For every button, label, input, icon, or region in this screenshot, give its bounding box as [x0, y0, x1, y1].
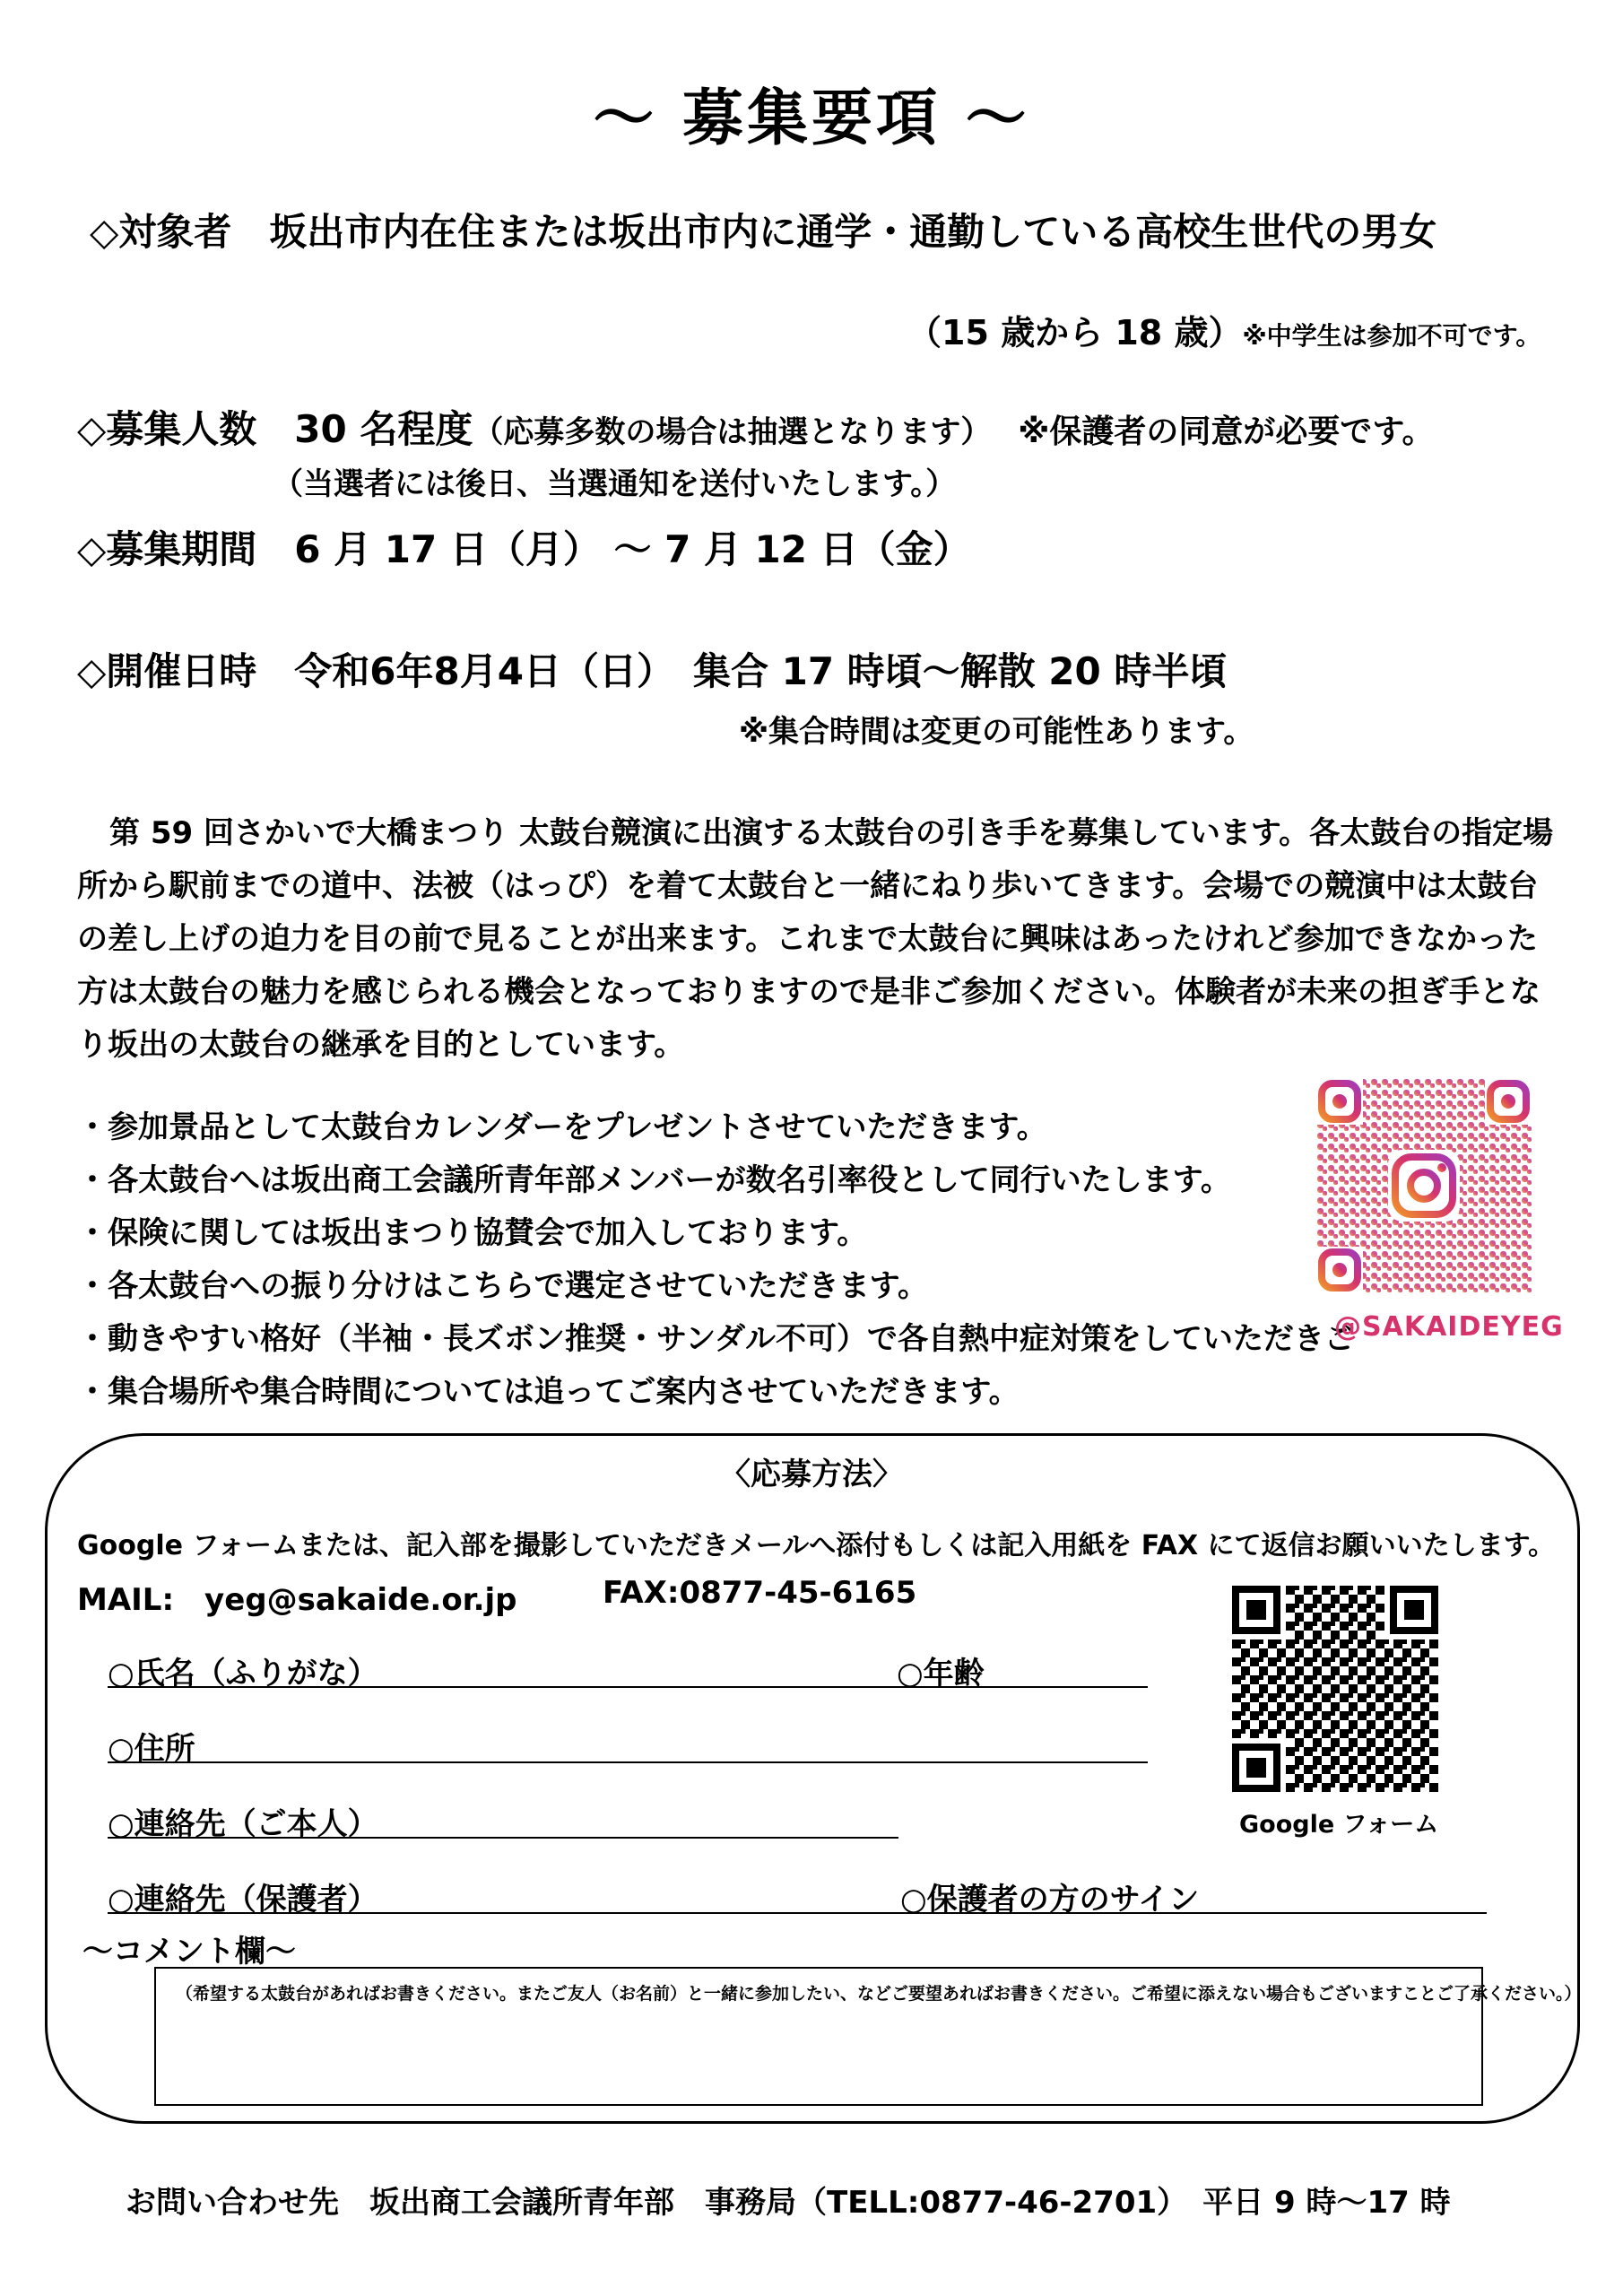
- winner-notice: （当選者には後日、当選通知を送付いたします。）: [273, 466, 957, 502]
- guardian-line[interactable]: [108, 1912, 1487, 1914]
- comment-hint: （希望する太鼓台があればお書きください。またご友人（お名前）と一緒に参加したい、などご要望あればお書きください。ご希望に添えない場合もございますことご了承ください。）: [176, 1984, 1582, 2004]
- instagram-handle[interactable]: @SAKAIDEYEG: [1334, 1311, 1564, 1343]
- field-contact-self-label: ○連絡先（ご本人）: [108, 1806, 378, 1842]
- instagram-qr-pattern: [1316, 1078, 1532, 1293]
- contact-footer: お問い合わせ先 坂出商工会議所青年部 事務局（TELL:0877-46-2701） 平日 9 時〜17 時: [126, 2185, 1451, 2221]
- form-instructions: Google フォームまたは、記入部を撮影していただきメールへ添付もしくは記入用紙を FAX にて返信お願いいたします。: [77, 1530, 1556, 1561]
- period-line: ◇募集期間 6 月 17 日（月） 〜 7 月 12 日（金）: [77, 527, 971, 571]
- contact-self-line[interactable]: [108, 1837, 898, 1839]
- google-form-qr-code[interactable]: [1232, 1586, 1438, 1792]
- field-contact-guardian-label: ○連絡先（保護者）: [108, 1882, 378, 1918]
- bullet-item: ・保険に関しては坂出まつり協賛会で加入しております。: [77, 1215, 868, 1251]
- google-form-caption: Google フォーム: [1239, 1811, 1439, 1839]
- target-line: ◇対象者 坂出市内在住または坂出市内に通学・通勤している高校生世代の男女: [90, 210, 1437, 254]
- field-address-label: ○住所: [108, 1731, 195, 1767]
- field-name-label: ○氏名（ふりがな）: [108, 1656, 378, 1692]
- age-text: （15 歳から 18 歳）: [907, 313, 1243, 352]
- bullet-item: ・参加景品として太鼓台カレンダーをプレゼントさせていただきます。: [77, 1109, 1047, 1145]
- name-age-line[interactable]: [108, 1686, 1148, 1688]
- count-line: [77, 400, 1435, 454]
- datetime-line: ◇開催日時 令和6年8月4日（日） 集合 17 時頃〜解散 20 時半頃: [77, 649, 1228, 693]
- age-note: ※中学生は参加不可です。: [1242, 321, 1541, 351]
- bullet-item: ・動きやすい格好（半袖・長ズボン推奨・サンダル不可）で各自熱中症対策をしていただきご: [77, 1321, 1355, 1357]
- mail-address[interactable]: MAIL: yeg@sakaide.or.jp: [77, 1582, 517, 1618]
- bullet-list: [77, 1101, 1355, 1419]
- instagram-qr-code[interactable]: [1316, 1078, 1532, 1293]
- comment-label: 〜コメント欄〜: [82, 1934, 296, 1970]
- bullet-item: ・各太鼓台へは坂出商工会議所青年部メンバーが数名引率役として同行いたします。: [77, 1162, 1231, 1198]
- fax-number: FAX:0877-45-6165: [603, 1575, 917, 1611]
- consent-note: ※保護者の同意が必要です。: [1018, 413, 1435, 450]
- bullet-item: ・各太鼓台への振り分けはこちらで選定させていただきます。: [77, 1268, 928, 1304]
- field-age-label: ○年齢: [897, 1656, 985, 1692]
- age-range: [907, 305, 1541, 354]
- page-title: 〜 募集要項 〜: [593, 83, 1030, 154]
- description-paragraph: [77, 807, 1566, 1072]
- datetime-note: ※集合時間は変更の可能性あります。: [739, 714, 1254, 750]
- bullet-item: ・集合場所や集合時間については追ってご案内させていただきます。: [77, 1374, 1020, 1410]
- field-guardian-sign-label: ○保護者の方のサイン: [900, 1882, 1200, 1918]
- description-text: 第 59 回さかいで大橋まつり 太鼓台競演に出演する太鼓台の引き手を募集しています。各太鼓台の指定場所から駅前までの道中、法被（はっぴ）を着て太鼓台と一緒にねり歩いてきます。会場での競演中は太鼓台の差し上げの迫力を目の前で見ることが出来ます。これまで太鼓台に興味はあったけれど参加できなかった方は太鼓台の魅力を感じられる機会となっておりますので是非ご参加ください。体験者が未来の担ぎ手となり坂出の太鼓台の継承を目的としています。: [77, 815, 1554, 1063]
- count-note: （応募多数の場合は抽選となります）: [473, 414, 992, 450]
- address-line[interactable]: [108, 1761, 1148, 1763]
- google-qr-pattern: [1232, 1586, 1438, 1792]
- form-heading: 〈応募方法〉: [720, 1457, 903, 1492]
- count-label: ◇募集人数 30 名程度: [77, 407, 473, 451]
